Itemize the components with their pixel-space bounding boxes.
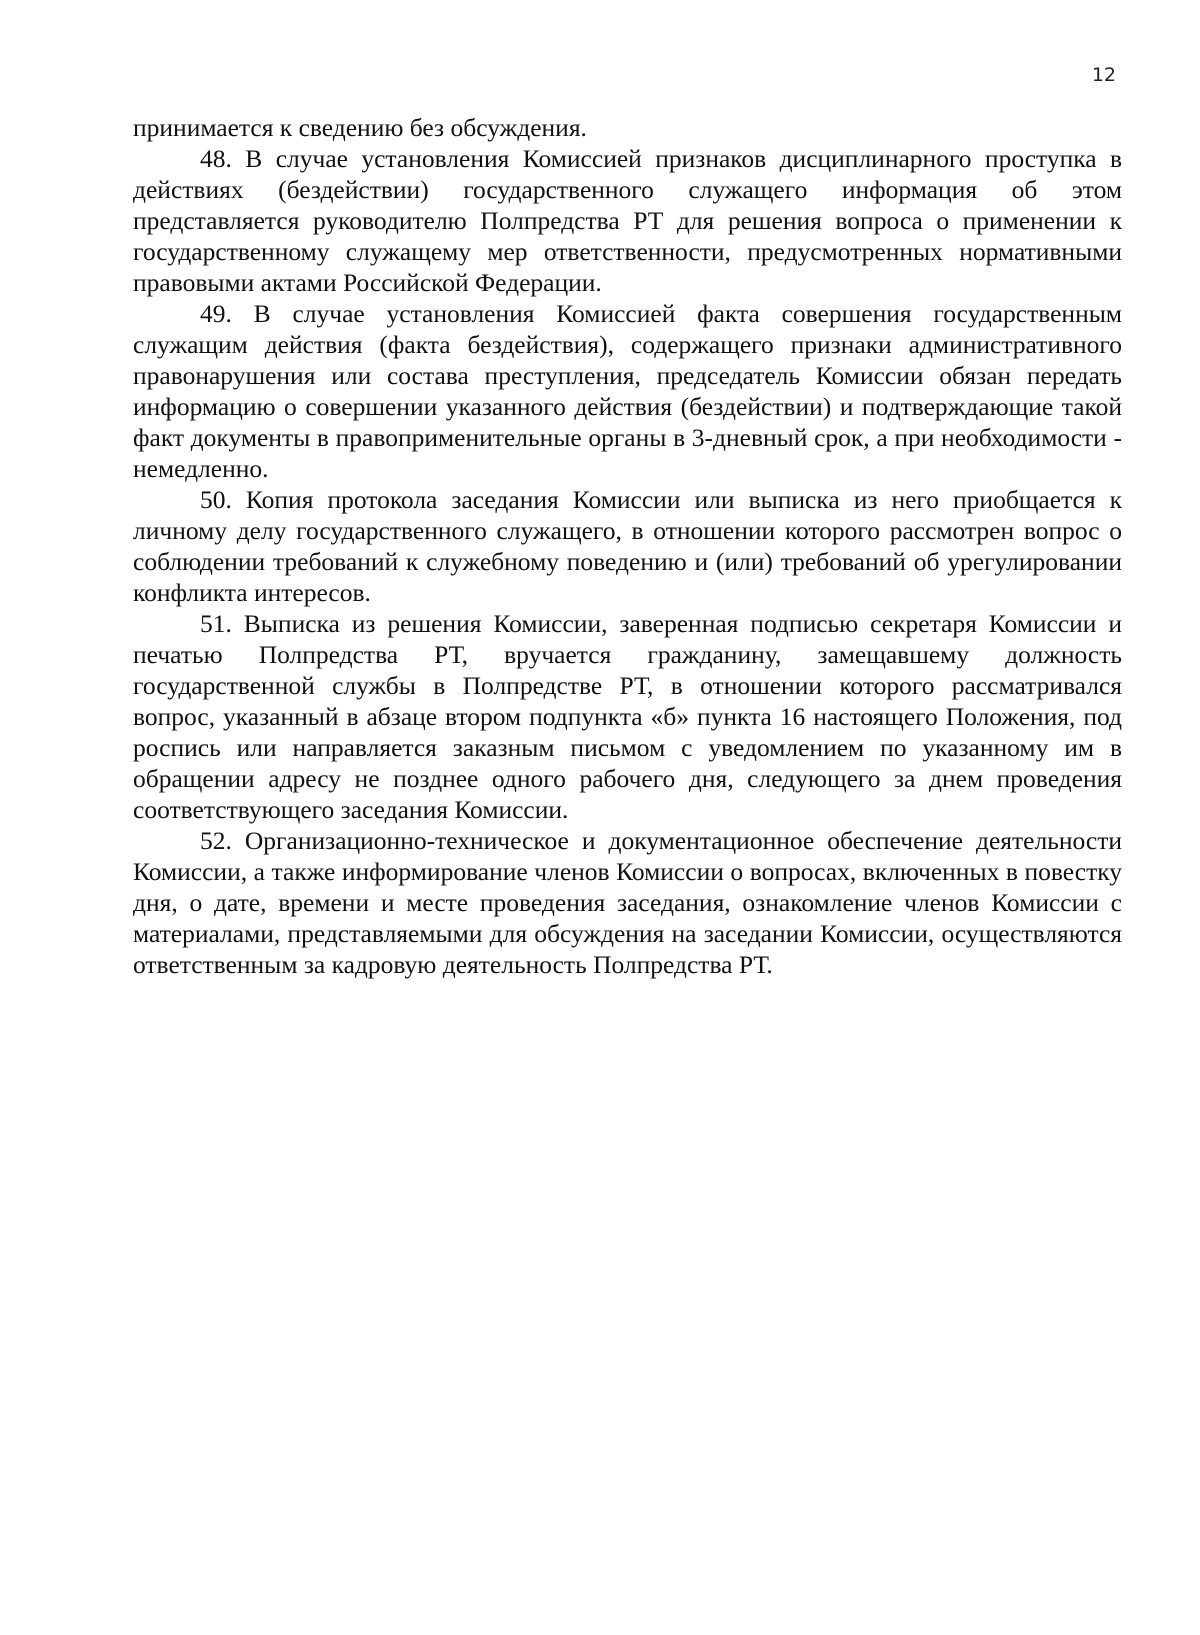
- paragraph-52: 52. Организационно-техническое и документационное обеспечение деятельности Комиссии, а также информирование членов Комиссии о вопросах, включенных в повестку дня, о дате, времени и месте проведения заседания, ознакомление членов Комиссии с материалами, представляемыми для обсуждения на заседании Комиссии, осуществляются ответственным за кадровую деятельность Полпредства РТ.: [133, 826, 1122, 979]
- paragraph-51: 51. Выписка из решения Комиссии, заверенная подписью секретаря Комиссии и печатью Полпредства РТ, вручается гражданину, замещавшему должность государственной службы в Полпредстве РТ, в отношении которого рассматривался вопрос, указанный в абзаце втором подпункта «б» пункта 16 настоящего Положения, под роспись или направляется заказным письмом с уведомлением по указанному им в обращении адресу не позднее одного рабочего дня, следующего за днем проведения соответствующего заседания Комиссии.: [133, 609, 1122, 824]
- paragraph-48: 48. В случае установления Комиссией признаков дисциплинарного проступка в действиях (бездействии) государственного служащего информация об этом представляется руководителю Полпредства РТ для решения вопроса о применении к государственному служащему мер ответственности, предусмотренных нормативными правовыми актами Российской Федерации.: [133, 144, 1122, 297]
- paragraph-50: 50. Копия протокола заседания Комиссии или выписка из него приобщается к личному делу государственного служащего, в отношении которого рассмотрен вопрос о соблюдении требований к служебному поведению и (или) требований об урегулировании конфликта интересов.: [133, 485, 1122, 607]
- document-body: [133, 112, 1122, 980]
- page-number: 12: [1091, 64, 1116, 86]
- paragraph-49: 49. В случае установления Комиссией факта совершения государственным служащим действия (факта бездействия), содержащего признаки административного правонарушения или состава преступления, председатель Комиссии обязан передать информацию о совершении указанного действия (бездействии) и подтверждающие такой факт документы в правоприменительные органы в 3-дневный срок, а при необходимости - немедленно.: [133, 299, 1122, 483]
- paragraph-continuation: принимается к сведению без обсуждения.: [133, 113, 587, 142]
